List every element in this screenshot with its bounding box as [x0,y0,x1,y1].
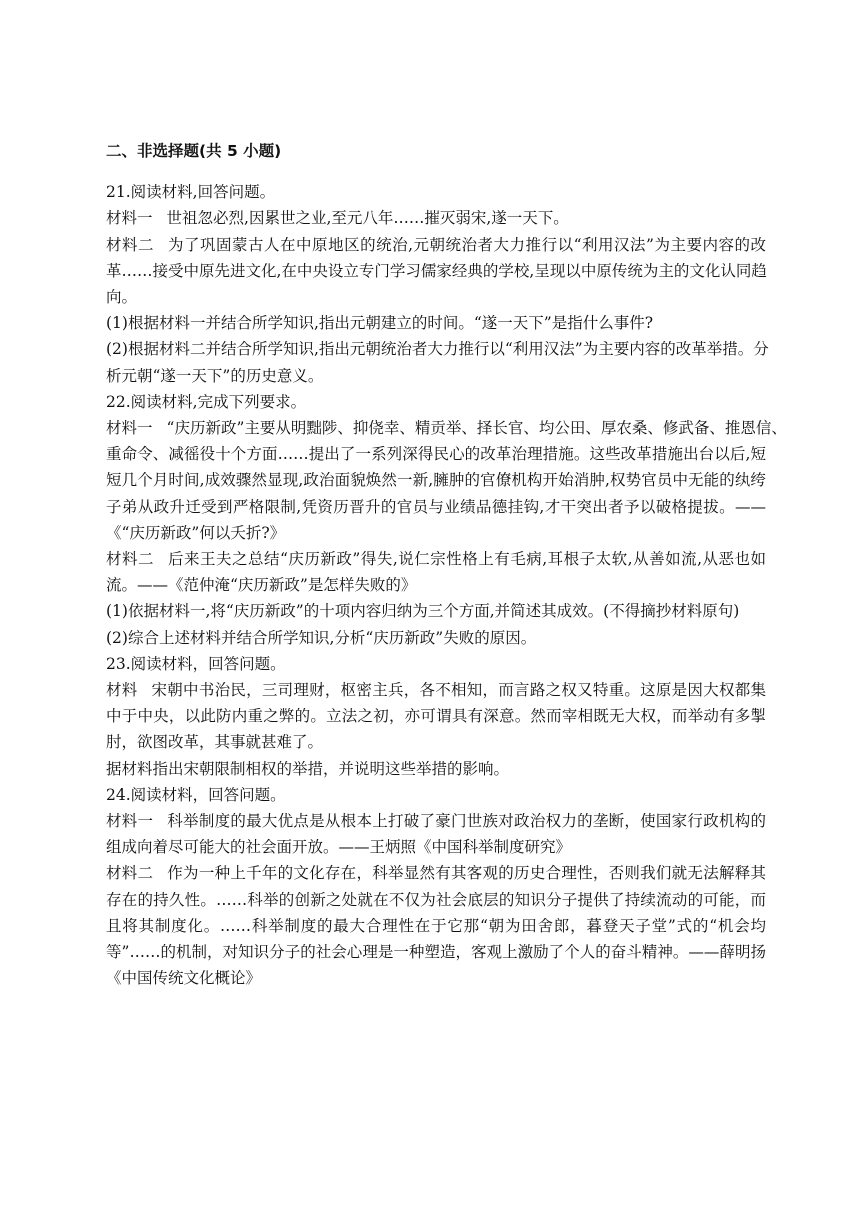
question-24 [106,782,766,992]
q23-material-line-3: 肘，欲图改革，其事就甚难了。 [106,733,324,752]
question-21 [106,179,769,389]
material-label: 材料二 [106,235,155,254]
exam-page [106,122,787,992]
q23-material-line-1 [106,677,766,703]
material-label: 材料 [106,681,138,700]
question-22 [106,389,787,651]
q21-intro: 21.阅读材料,回答问题。 [106,183,276,202]
material-label: 材料一 [106,209,153,228]
q21-material-2-line-3: 向。 [106,288,138,307]
material-text: 作为一种上千年的文化存在，科举显然有其客观的历史合理性，否则我们就无法解释其 [167,864,766,883]
question-23 [106,651,766,782]
section-heading: 二、非选择题(共 5 小题) [106,141,282,160]
q22-material-1-line-3: 短几个月时间,成效骤然显现,政治面貌焕然一新,臃肿的官僚机构开始消肿,权势官员中无能的纨绔 [106,471,766,490]
q24-material-1-line-1 [106,808,766,834]
material-label: 材料二 [106,864,154,883]
material-label: 材料一 [106,812,154,831]
q24-material-2-line-2: 存在的持久性。……科举的创新之处就在不仅为社会底层的知识分子提供了持续流动的可能，而 [106,890,766,909]
q24-material-2-line-1 [106,860,766,886]
material-text: 为了巩固蒙古人在中原地区的统治,元朝统治者大力推行以“利用汉法”为主要内容的改 [168,235,766,254]
q23-intro: 23.阅读材料，回答问题。 [106,654,286,673]
q23-question: 据材料指出宋朝限制相权的举措，并说明这些举措的影响。 [106,759,510,778]
material-label: 材料二 [106,550,154,569]
q22-material-2-line-1 [106,546,766,572]
material-text: 科举制度的最大优点是从根本上打破了豪门世族对政治权力的垄断，使国家行政机构的 [167,812,766,831]
q23-material-line-2: 中于中央，以此防内重之弊的。立法之初，亦可谓具有深意。然而宰相既无大权，而举动有多掣 [106,707,766,726]
q22-material-1-line-4: 子弟从政升迁受到严格限制,凭资历晋升的官员与业绩品德挂钩,才干突出者予以破格提拔。—— [106,497,766,516]
q21-subquestion-1: (1)根据材料一并结合所学知识,指出元朝建立的时间。“遂一天下”是指什么事件? [106,314,654,333]
q24-material-2-line-4: 等”……的机制，对知识分子的社会心理是一种塑造，客观上激励了个人的奋斗精神。——薛明扬 [106,943,766,962]
material-text: 宋朝中书治民，三司理财，枢密主兵，各不相知，而言路之权又特重。这原是因大权都集 [151,681,766,700]
q22-material-1-line-2: 重命令、减徭役十个方面……提出了一系列深得民心的改革治理措施。这些改革措施出台以后,短 [106,445,766,464]
material-label: 材料一 [106,419,153,438]
q21-material-1 [106,205,766,231]
q24-material-2-line-3: 且将其制度化。……科举制度的最大合理性在于它那“朝为田舍郎，暮登天子堂”式的“机会均 [106,916,766,935]
q21-subquestion-2-line-2: 析元朝“遂一天下”的历史意义。 [106,366,324,385]
q22-material-1-line-5: 《“庆历新政”何以夭折?》 [106,523,286,542]
q22-material-2-line-2: 流。——《范仲淹“庆历新政”是怎样失败的》 [106,576,417,595]
q21-material-2-line-2: 革……接受中原先进文化,在中央设立专门学习儒家经典的学校,呈现以中原传统为主的文化认同趋 [106,261,767,280]
q22-subquestion-2: (2)综合上述材料并结合所学知识,分析“庆历新政”失败的原因。 [106,628,537,647]
q24-intro: 24.阅读材料，回答问题。 [106,785,286,804]
q21-subquestion-2-line-1: (2)根据材料二并结合所学知识,指出元朝统治者大力推行以“利用汉法”为主要内容的改革举措。分 [106,340,769,359]
q24-material-1-line-2: 组成向着尽可能大的社会面开放。——王炳照《中国科举制度研究》 [106,838,572,857]
q22-material-1-line-1 [106,415,787,441]
q22-subquestion-1: (1)依据材料一,将“庆历新政”的十项内容归纳为三个方面,并简述其成效。(不得摘抄材料原句) [106,602,740,621]
q24-material-2-line-5: 《中国传统文化概论》 [106,969,262,988]
material-text: 世祖忽必烈,因累世之业,至元八年……摧灭弱宋,遂一天下。 [166,209,569,228]
q21-material-2-line-1 [106,232,766,258]
material-text: “庆历新政”主要从明黜陟、抑侥幸、精贡举、择长官、均公田、厚农桑、修武备、推恩信、 [166,419,787,438]
material-text: 后来王夫之总结“庆历新政”得失,说仁宗性格上有毛病,耳根子太软,从善如流,从恶也如 [168,550,766,569]
q22-intro: 22.阅读材料,完成下列要求。 [106,392,307,411]
